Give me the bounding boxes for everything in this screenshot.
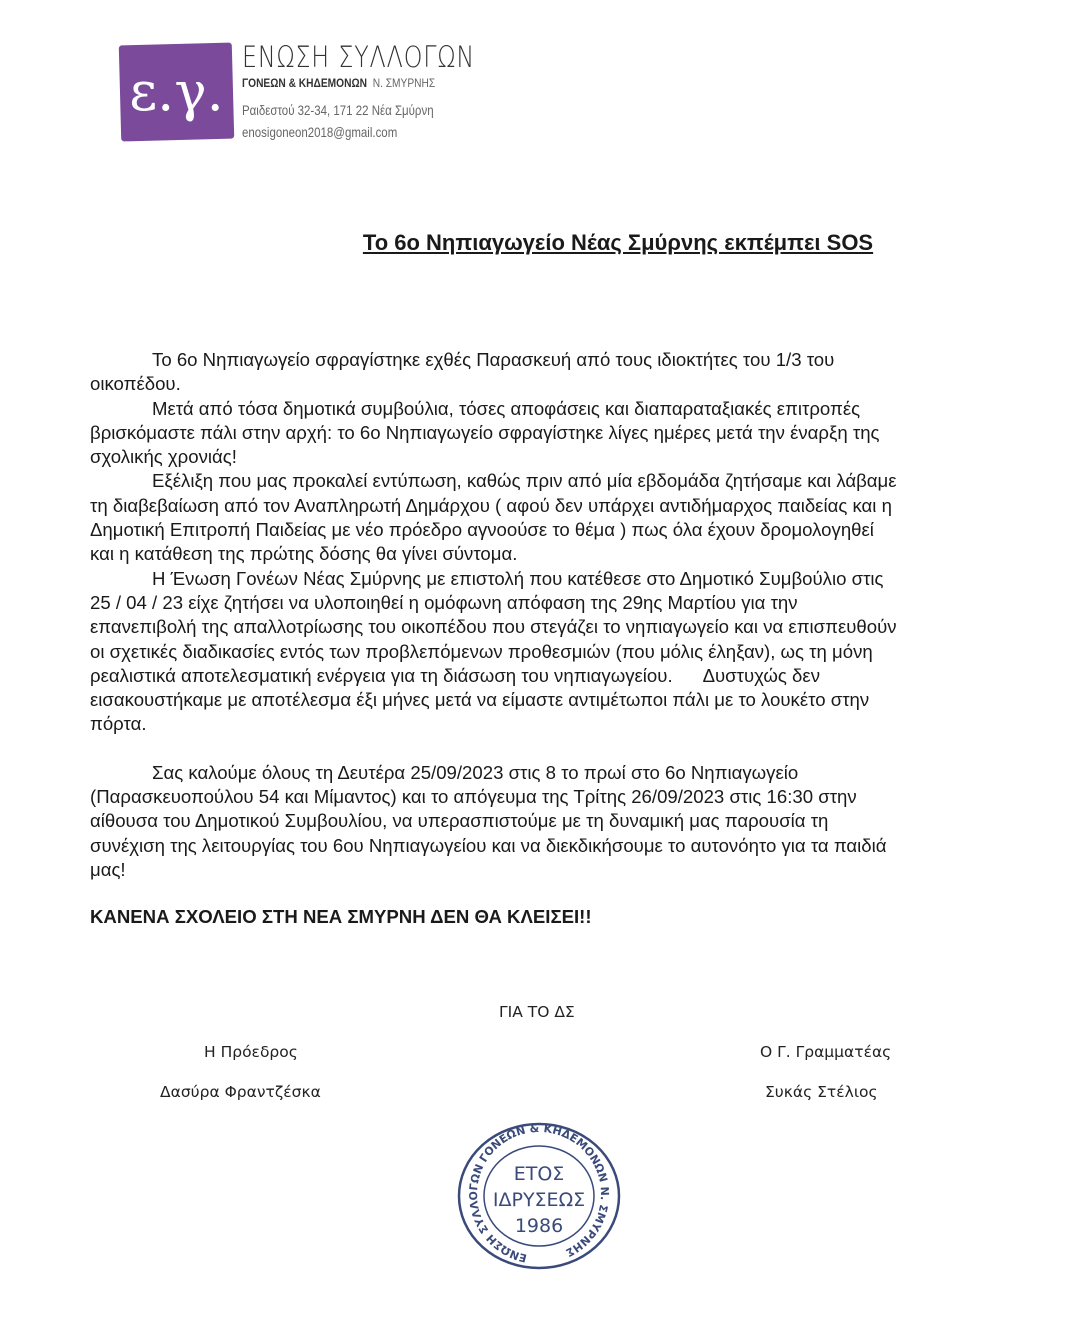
stamp-line1: ΕΤΟΣ [513, 1163, 565, 1185]
paragraph [90, 567, 1030, 737]
slogan: ΚΑΝΕΝΑ ΣΧΟΛΕΙΟ ΣΤΗ ΝΕΑ ΣΜΥΡΝΗ ΔΕΝ ΘΑ ΚΛΕΙΣΕΙ!! [90, 906, 592, 927]
paragraph-line: σχολικής χρονιάς! [90, 446, 237, 468]
paragraph [90, 348, 1030, 397]
paragraph-line: (Παρασκευοπούλου 54 και Μίμαντος) και το απόγευμα της Τρίτης 26/09/2023 στις 16:30 στην [90, 786, 857, 808]
paragraph-line: ρεαλιστικά αποτελεσματική ενέργεια για τη διάσωση του νηπιαγωγείου. Δυστυχώς δεν [90, 664, 820, 686]
paragraph-line: τη διαβεβαίωση από τον Αναπληρωτή Δημάρχου ( αφού δεν υπάρχει αντιδήμαρχος παιδείας και η [90, 494, 892, 516]
document-body [90, 348, 1030, 882]
stamp-line3: 1986 [514, 1215, 564, 1237]
paragraph-line: Η Ένωση Γονέων Νέας Σμύρνης με επιστολή που κατέθεσε στο Δημοτικό Συμβούλιο στις [152, 567, 884, 589]
paragraph-line: συνέχιση της λειτουργίας του 6ου Νηπιαγωγείου και να διεκδικήσουμε το αυτονόητο για τα παιδιά [90, 834, 887, 856]
paragraph-line: Το 6ο Νηπιαγωγείο σφραγίστηκε εχθές Παρασκευή από τους ιδιοκτήτες του 1/3 του [152, 349, 835, 370]
paragraph-line: και η κατάθεση της πρώτης δόσης θα γίνει σύντομα. [90, 543, 518, 565]
secretary-role: Ο Γ. Γραμματέας [760, 1043, 892, 1061]
organization-logo [120, 40, 475, 150]
paragraph-line: Δημοτική Επιτροπή Παιδείας με νέο πρόεδρο αγνοούσε το θέμα ) πως όλα έχουν δρομολογηθεί [90, 519, 874, 541]
paragraph [90, 469, 1030, 566]
stamp-line2: ΙΔΡΥΣΕΩΣ [492, 1189, 586, 1211]
paragraph [90, 761, 1030, 882]
for-board-label: ΓΙΑ ΤΟ ΔΣ [499, 1003, 575, 1021]
paragraph-line: Μετά από τόσα δημοτικά συμβούλια, τόσες αποφάσεις και διαπαραταξιακές επιτροπές [152, 397, 861, 419]
secretary-name: Συκάς Στέλιος [765, 1083, 878, 1101]
org-city: Ν. ΣΜΥΡΝΗΣ [372, 76, 436, 90]
president-name: Δασύρα Φραντζέσκα [160, 1083, 321, 1101]
org-subtitle [242, 76, 435, 90]
president-role: Η Πρόεδρος [204, 1043, 298, 1061]
paragraph [90, 397, 1030, 470]
stamp-ring-text: ΕΝΩΣΗ ΣΥΛΛΟΓΩΝ ΓΟΝΕΩΝ & ΚΗΔΕΜΟΝΩΝ Ν. ΣΜΥΡΝΗΣ [466, 1121, 612, 1265]
paragraph-line: Εξέλιξη που μας προκαλεί εντύπωση, καθώς πριν από μία εβδομάδα ζητήσαμε και λάβαμε [152, 470, 897, 492]
paragraph-line: Σας καλούμε όλους τη Δευτέρα 25/09/2023 στις 8 το πρωί στο 6ο Νηπιαγωγείο [152, 761, 799, 783]
paragraph-line: 25 / 04 / 23 είχε ζητήσει να υλοποιηθεί η ομόφωνη απόφαση της 29ης Μαρτίου για την [90, 591, 798, 613]
logo-mark: ε.γ. [129, 60, 224, 123]
paragraph-line: εισακουστήκαμε με αποτέλεσμα έξι μήνες μετά να είμαστε αντιμέτωποι πάλι με το λουκέτο στην [90, 689, 870, 711]
org-sub: ΓΟΝΕΩΝ & ΚΗΔΕΜΟΝΩΝ [242, 76, 368, 90]
org-address: Ραιδεστού 32-34, 171 22 Νέα Σμύρνη [242, 102, 434, 118]
paragraph-line: βρισκόμαστε πάλι στην αρχή: το 6ο Νηπιαγωγείο σφραγίστηκε λίγες ημέρες μετά την έναρξη της [90, 421, 880, 443]
paragraph-line: αίθουσα του Δημοτικού Συμβουλίου, να υπερασπιστούμε με τη δυναμική μας παρουσία τη [90, 810, 829, 832]
paragraph-line: επανεπιβολή της απαλλοτρίωσης του οικοπέδου που στεγάζει το νηπιαγωγείο και να επισπευθούν [90, 616, 897, 638]
document-title: Το 6ο Νηπιαγωγείο Νέας Σμύρνης εκπέμπει SOS [362, 230, 874, 255]
org-email: enosigoneon2018@gmail.com [242, 124, 398, 140]
paragraph-line: οικοπέδου. [90, 373, 181, 395]
organization-stamp [455, 1120, 623, 1272]
paragraph-line: πόρτα. [90, 713, 147, 735]
paragraph-line: μας! [90, 858, 126, 880]
org-name: ΕΝΩΣΗ ΣΥΛΛΟΓΩΝ [242, 40, 475, 74]
paragraph-line: οι σχετικές διαδικασίες εντός των προβλεπόμενων προθεσμιών (που μόλις έληξαν), ως τη μόνη [90, 640, 873, 662]
